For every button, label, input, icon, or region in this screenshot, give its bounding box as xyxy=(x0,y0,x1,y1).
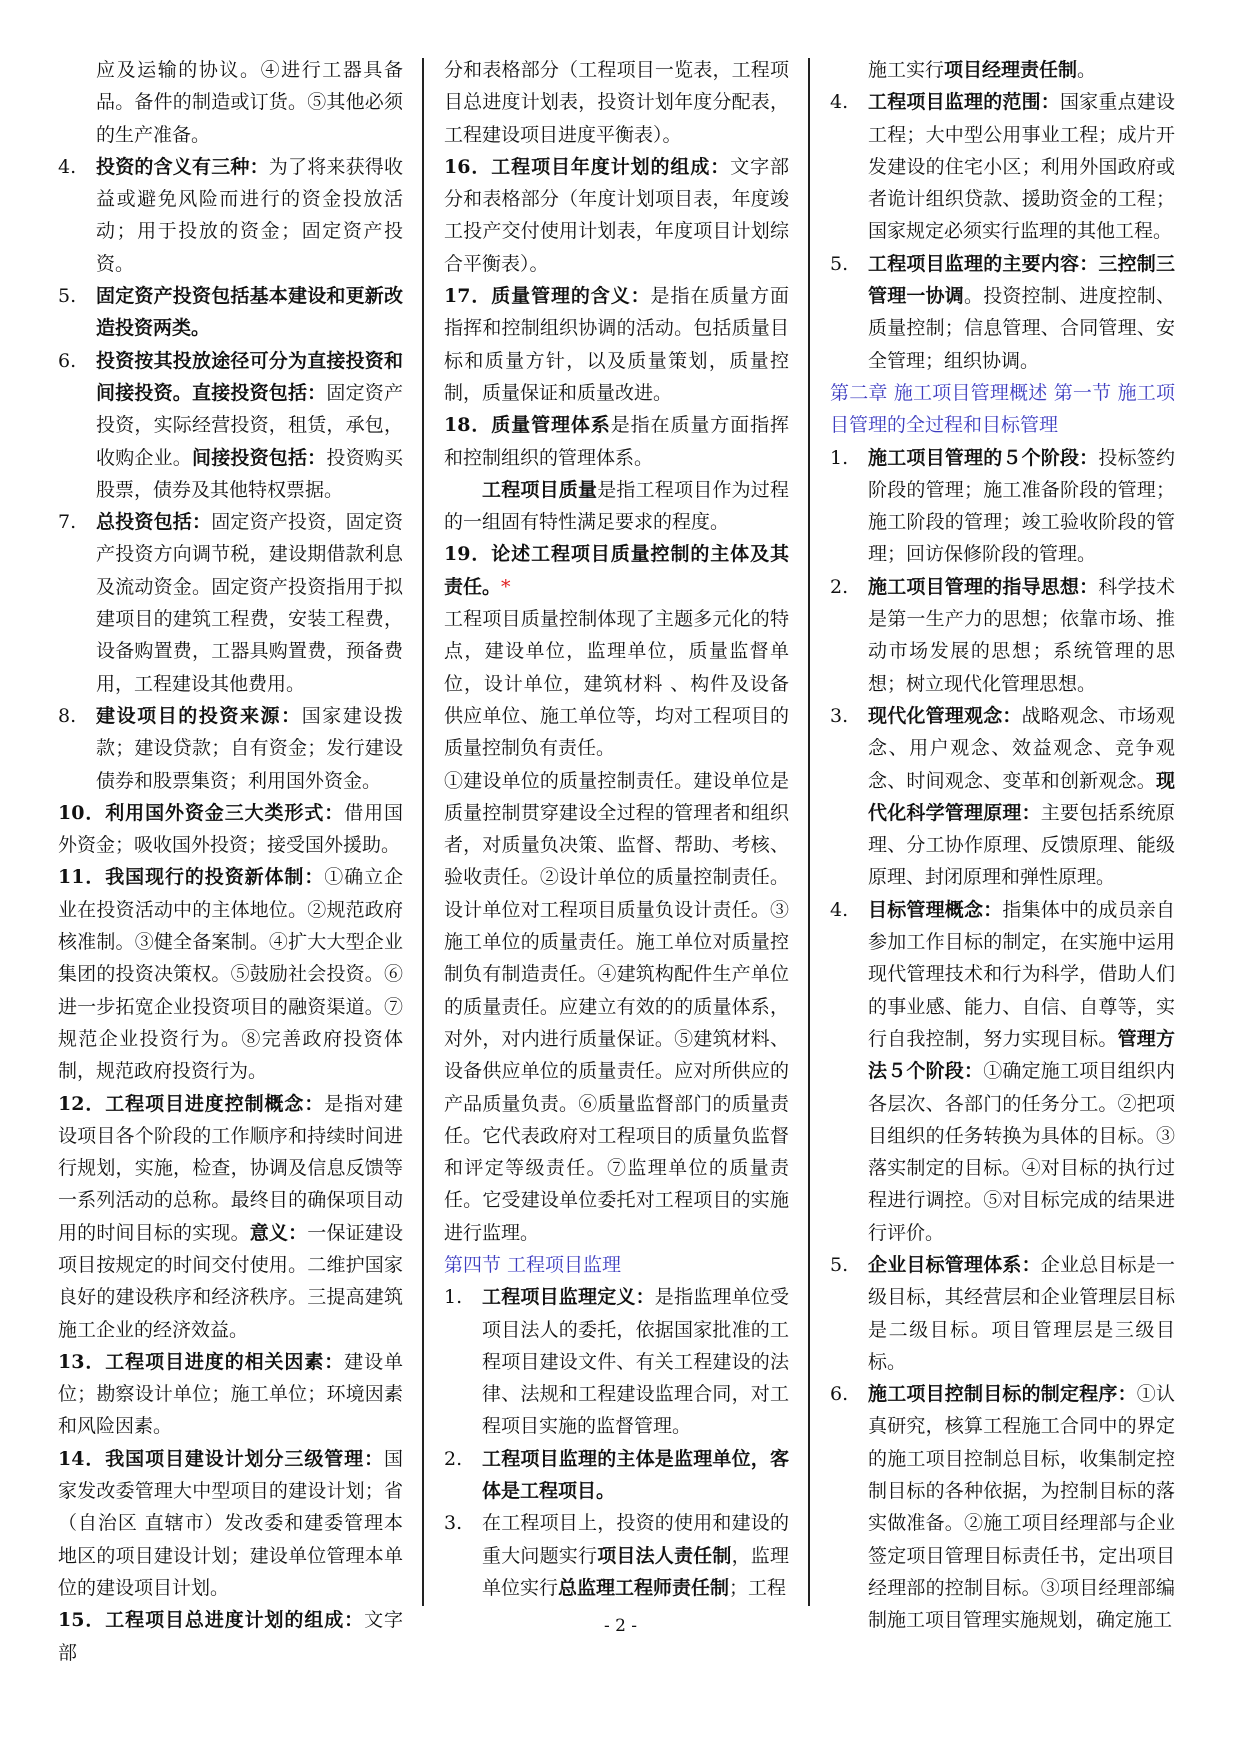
supervision-item-1: 1. 工程项目监理定义：是指监理单位受项目法人的委托，依据国家批准的工程项目建设文件、有关工程建设的法律、法规和工程建设监理合同，对工程项目实施的监督管理。 xyxy=(444,1286,789,1438)
list-item-16: 16．工程项目年度计划的组成：文字部分和表格部分（年度计划项目表，年度竣工投产交付使用计划表，年度项目计划综合平衡表）。 xyxy=(444,155,789,275)
list-item-8: 8. 建设项目的投资来源：国家建设拨款；建设贷款；自有资金；发行建设债券和股票集资；利用国外资金。 xyxy=(58,704,403,792)
list-item-7: 7. 总投资包括：固定资产投资，固定资产投资方向调节税，建设期借款利息及流动资金。固定资产投资指用于拟建项目的建筑工程费，安装工程费，设备购置费，工器具购置费，预备费用，工程建设其他费用。 xyxy=(58,511,403,695)
supervision-item-2: 2. 工程项目监理的主体是监理单位，客体是工程项目。 xyxy=(444,1447,789,1503)
supervision-item-3: 3. 在工程项目上，投资的使用和建设的重大问题实行项目法人责任制，监理单位实行总监理工程师责任制；工程 xyxy=(444,1512,789,1599)
column-2 xyxy=(444,54,789,1604)
supervision-item-5: 5. 工程项目监理的主要内容：三控制三管理一协调。投资控制、进度控制、质量控制；信息管理、合同管理、安全管理；组织协调。 xyxy=(830,252,1175,372)
star-mark: * xyxy=(501,575,511,598)
management-item-1: 1. 施工项目管理的５个阶段：投标签约阶段的管理；施工准备阶段的管理；施工阶段的管理；竣工验收阶段的管理；回访保修阶段的管理。 xyxy=(830,446,1175,566)
management-item-4: 4. 目标管理概念：指集体中的成员亲自参加工作目标的制定，在实施中运用现代管理技术和行为科学，借助人们的事业感、能力、自信、自尊等，实行自我控制，努力实现目标。管理方法５个阶段：①确定施工项目组织内各层次、各部门的任务分工。②把项目组织的任务转换为具体的目标。③落实制定的目标。④对目标的执行过程进行调控。⑤对目标完成的结果进行评价。 xyxy=(830,898,1175,1244)
paragraph-quality: 工程项目质量是指工程项目作为过程的一组固有特性满足要求的程度。 xyxy=(444,478,789,534)
continued-text: 分和表格部分（工程项目一览表，工程项目总进度计划表，投资计划年度分配表，工程建设项目进度平衡表）。 xyxy=(444,59,789,146)
list-item-5: 5. 固定资产投资包括基本建设和更新改造投资两类。 xyxy=(58,285,403,340)
list-item-17: 17．质量管理的含义：是指在质量方面指挥和控制组织协调的活动。包括质量目标和质量方针，以及质量策划，质量控制，质量保证和质量改进。 xyxy=(444,285,789,404)
list-item-12: 12．工程项目进度控制概念：是指对建设项目各个阶段的工作顺序和持续时间进行规划，实施，检查，协调及信息反馈等一系列活动的总称。最终目的确保项目动用的时间目标的实现。意义：一保证建设项目按规定的时间交付使用。二维护国家良好的建设秩序和经济秩序。三提高建筑施工企业的经济效益。 xyxy=(58,1092,403,1341)
section-heading: 第四节 工程项目监理 xyxy=(444,1253,622,1276)
management-item-2: 2. 施工项目管理的指导思想：科学技术是第一生产力的思想；依靠市场、推动市场发展的思想；系统管理的思想；树立现代化管理思想。 xyxy=(830,575,1175,695)
list-item-11: 11．我国现行的投资新体制：①确立企业在投资活动中的主体地位。②规范政府核准制。③健全备案制。④扩大大型企业集团的投资决策权。⑤鼓励社会投资。⑥进一步拓宽企业投资项目的融资渠道。⑦规范企业投资行为。⑧完善政府投资体制，规范政府投资行为。 xyxy=(58,866,403,1083)
column-1 xyxy=(58,54,403,1669)
management-item-6: 6. 施工项目控制目标的制定程序：①认真研究，核算工程施工合同中的界定的施工项目控制总目标，收集制定控制目标的各种依据，为控制目标的落实做准备。②施工项目经理部与企业签定项目管理目标责任书，定出项目经理部的控制目标。③项目经理部编制施工项目管理实施规划，确定施工 xyxy=(830,1383,1175,1632)
list-item-15: 15．工程项目总进度计划的组成：文字部 xyxy=(58,1609,403,1664)
page-number: - 2 - xyxy=(603,1616,638,1636)
paragraph-19a: 工程项目质量控制体现了主题多元化的特点，建设单位，监理单位，质量监督单位，设计单位，建筑材料 、构件及设备供应单位、施工单位等，均对工程项目的质量控制负有责任。 xyxy=(444,608,789,760)
management-item-5: 5. 企业目标管理体系：企业总目标是一级目标，其经营层和企业管理层目标是二级目标。项目管理层是三级目标。 xyxy=(830,1253,1175,1373)
column-3 xyxy=(830,54,1175,1637)
list-item-4: 4. 投资的含义有三种：为了将来获得收益或避免风险而进行的资金投放活动；用于投放的资金；固定资产投资。 xyxy=(58,155,403,275)
chapter-heading: 第二章 施工项目管理概述 第一节 施工项目管理的全过程和目标管理 xyxy=(830,381,1175,437)
continued-text: 应及运输的协议。④进行工器具备品。备件的制造或订货。⑤其他必须的生产准备。 xyxy=(96,59,403,146)
column-divider-2 xyxy=(808,58,810,1606)
paragraph-19b: ①建设单位的质量控制责任。建设单位是质量控制贯穿建设全过程的管理者和组织者，对质量负决策、监督、帮助、考核、验收责任。②设计单位的质量控制责任。设计单位对工程项目质量负设计责任。③施工单位的质量责任。施工单位对质量控制负有制造责任。④建筑构配件生产单位的质量责任。应建立有效的的质量体系，对外，对内进行质量保证。⑤建筑材料、设备供应单位的质量责任。应对所供应的产品质量负责。⑥质量监督部门的质量责任。它代表政府对工程项目的质量负监督和评定等级责任。⑦监理单位的质量责任。它受建设单位委托对工程项目的实施进行监理。 xyxy=(444,769,789,1244)
management-item-3: 3. 现代化管理观念：战略观念、市场观念、用户观念、效益观念、竞争观念、时间观念、变革和创新观念。现代化科学管理原理：主要包括系统原理、分工协作原理、反馈原理、能级原理、封闭原理和弹性原理。 xyxy=(830,704,1175,889)
supervision-item-4: 4. 工程项目监理的范围：国家重点建设工程；大中型公用事业工程；成片开发建设的住宅小区；利用外国政府或者诡计组织贷款、援助资金的工程；国家规定必须实行监理的其他工程。 xyxy=(830,91,1175,243)
list-item-10: 10．利用国外资金三大类形式：借用国外资金；吸收国外投资；接受国外援助。 xyxy=(58,801,403,857)
list-item-18: 18．质量管理体系是指在质量方面指挥和控制组织的管理体系。 xyxy=(444,414,789,469)
list-item-14: 14．我国项目建设计划分三级管理：国家发改委管理大中型项目的建设计划；省（自治区 直辖市）发改委和建委管理本地区的项目建设计划；建设单位管理本单位的建设项目计划。 xyxy=(58,1447,403,1599)
list-item-6: 6. 投资按其投放途径可分为直接投资和间接投资。直接投资包括：固定资产投资，实际经营投资，租赁，承包，收购企业。间接投资包括：投资购买股票，债券及其他特权票据。 xyxy=(58,349,403,501)
continued-text: 施工实行项目经理责任制。 xyxy=(868,59,1097,81)
list-item-13: 13．工程项目进度的相关因素：建设单位；勘察设计单位；施工单位；环境因素和风险因素。 xyxy=(58,1350,403,1438)
column-divider-1 xyxy=(422,58,424,1606)
list-item-19: 19．论述工程项目质量控制的主体及其责任。* xyxy=(444,543,789,598)
